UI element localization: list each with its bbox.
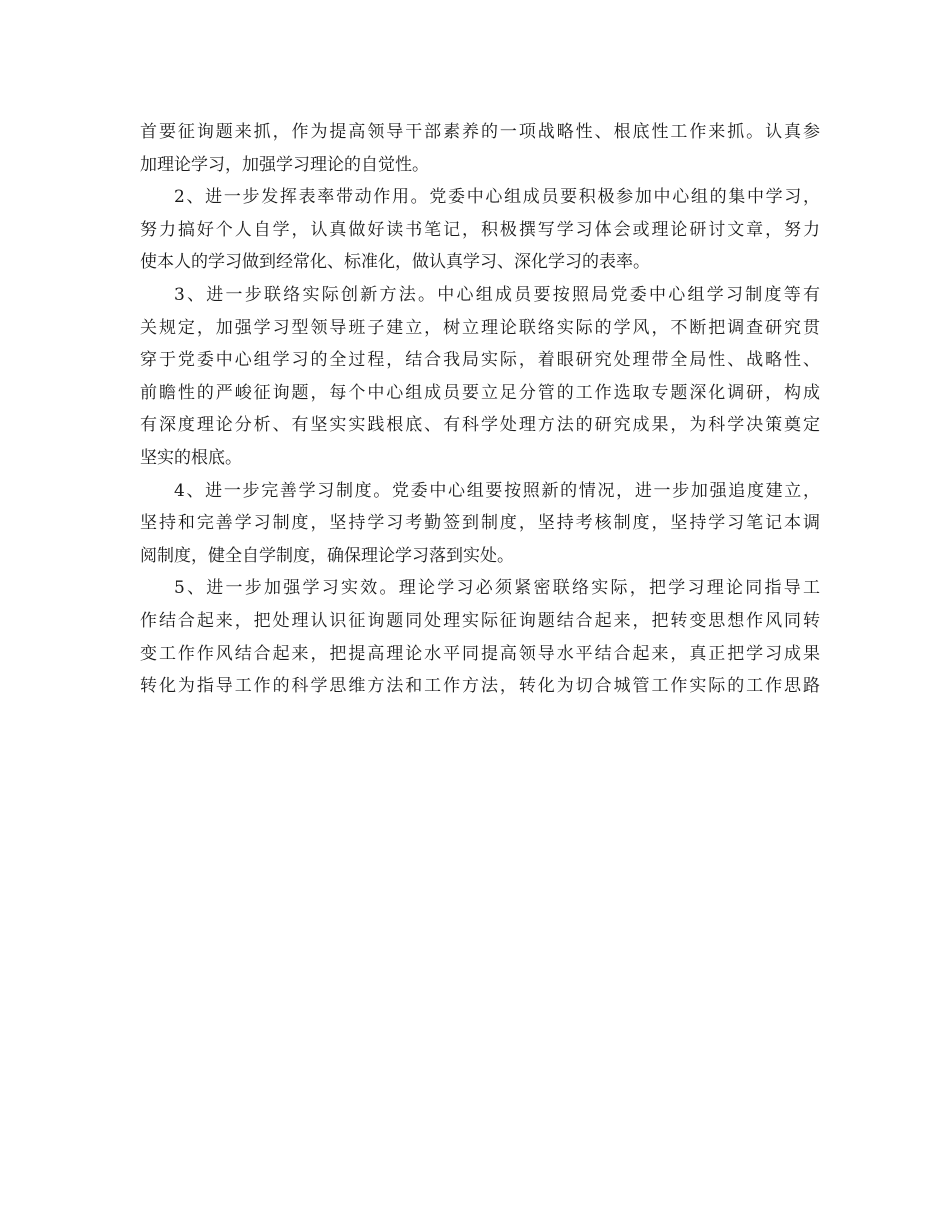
text-line: 坚持和完善学习制度，坚持学习考勤签到制度，坚持考核制度，坚持学习笔记本调 [140, 513, 820, 534]
text-line: 关规定，加强学习型领导班子建立，树立理论联络实际的学风，不断把调查研究贯 [140, 317, 820, 338]
text-line: 5、进一步加强学习实效。理论学习必须紧密联络实际，把学习理论同指导工 [174, 578, 820, 599]
text-line: 努力搞好个人自学，认真做好读书笔记，积极撰写学习体会或理论研讨文章，努力 [140, 219, 820, 240]
text-line: 前瞻性的严峻征询题，每个中心组成员要立足分管的工作选取专题深化调研，构成 [140, 382, 820, 403]
text-line: 有深度理论分析、有坚实实践根底、有科学处理方法的研究成果，为科学决策奠定 [140, 415, 820, 436]
paragraph-4 [140, 475, 820, 573]
text-line: 变工作作风结合起来，把提高理论水平同提高领导水平结合起来，真正把学习成果 [140, 643, 820, 664]
text-line: 2、进一步发挥表率带动作用。党委中心组成员要积极参加中心组的集中学习， [174, 187, 820, 208]
paragraph-3 [140, 279, 820, 475]
text-line: 3、进一步联络实际创新方法。中心组成员要按照局党委中心组学习制度等有 [174, 284, 820, 305]
text-line: 转化为指导工作的科学思维方法和工作方法，转化为切合城管工作实际的工作思路 [140, 676, 820, 697]
text-line: 首要征询题来抓，作为提高领导干部素养的一项战略性、根底性工作来抓。认真参 [140, 122, 820, 142]
text-line: 使本人的学习做到经常化、标准化，做认真学习、深化学习的表率。 [140, 252, 650, 273]
text-line: 加理论学习，加强学习理论的自觉性。 [140, 154, 429, 175]
document-body [140, 116, 820, 703]
text-line: 穿于党委中心组学习的全过程，结合我局实际，着眼研究处理带全局性、战略性、 [140, 350, 820, 371]
text-line: 4、进一步完善学习制度。党委中心组要按照新的情况，进一步加强追度建立， [174, 480, 820, 501]
text-line: 阅制度，健全自学制度，确保理论学习落到实处。 [140, 545, 514, 566]
paragraph-2 [140, 181, 820, 279]
paragraph-1 [140, 116, 820, 181]
paragraph-5 [140, 572, 820, 702]
text-line: 作结合起来，把处理认识征询题同处理实际征询题结合起来，把转变思想作风同转 [140, 610, 820, 631]
text-line: 坚实的根底。 [140, 447, 242, 468]
